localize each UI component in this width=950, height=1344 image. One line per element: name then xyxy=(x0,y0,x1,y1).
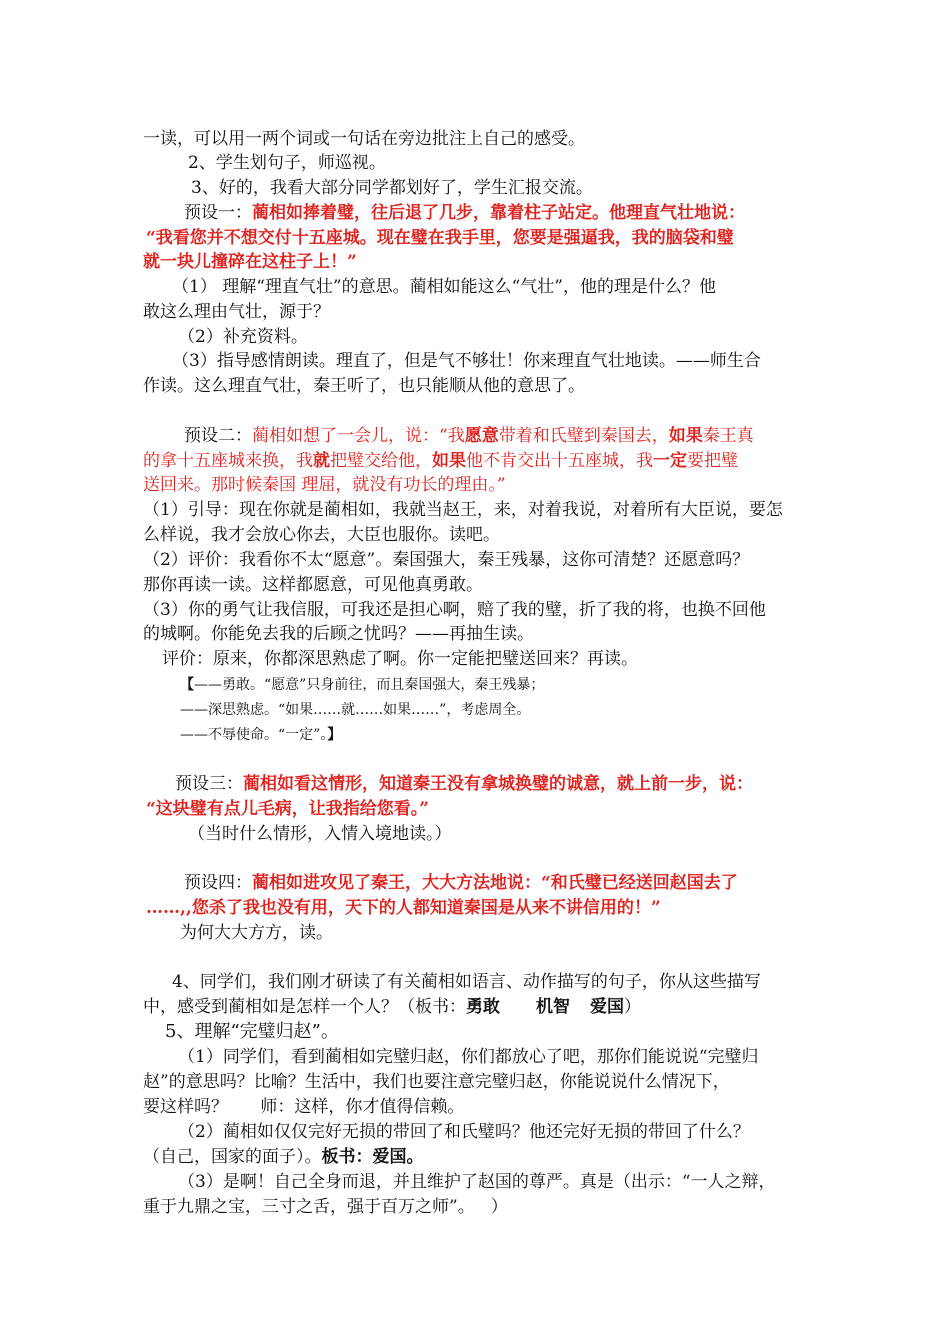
emphasis-word: 就 xyxy=(313,451,330,471)
preset-1-quote-line: 就一块儿撞碎在这柱子上！” xyxy=(143,252,357,272)
preset-2-quote: 蔺相如想了一会儿，说：“我 xyxy=(252,426,465,446)
emphasis-word: 如果 xyxy=(432,451,466,471)
open-bracket: 【 xyxy=(180,677,194,693)
preset-1-quote: 蔺相如捧着璧，往后退了几步，靠着柱子站定。他理直气壮地说： xyxy=(252,203,745,223)
text-line: 作读。这么理直气壮，秦王听了，也只能顺从他的意思了。 xyxy=(143,376,585,396)
summary-text: ——勇敢。“愿意”只身前往，而且秦国强大，秦王残暴； xyxy=(194,677,545,693)
preset-2-quote: 秦王真 xyxy=(702,426,754,446)
text-line: 的城啊。你能免去我的后顾之忧吗？——再抽生读。 xyxy=(143,624,534,644)
preset-2-line xyxy=(184,424,854,448)
text-line: 么样说，我才会放心你去，大臣也服你。读吧。 xyxy=(143,525,500,545)
preset-2-quote: 带着和氏璧到秦国去， xyxy=(498,426,669,446)
emphasis-word: 如果 xyxy=(668,426,703,446)
emphasis-word: 愿意 xyxy=(464,426,499,446)
preset-2-quote-line: 送回来。那时候秦国 理屈，就没有功长的理由。” xyxy=(143,475,506,495)
text-line: （2）评价：我看你不太“愿意”。秦国强大，秦王残暴，这你可清楚？还愿意吗？ xyxy=(143,550,750,570)
text-segment: （自己，国家的面子）。 xyxy=(143,1147,322,1167)
close-bracket: 】 xyxy=(327,727,342,743)
summary-line xyxy=(180,723,850,747)
text-line: （1） 理解“理直气壮”的意思。蔺相如能这么“气壮”，他的理是什么？他 xyxy=(172,277,716,297)
text-line: （1）同学们，看到蔺相如完璧归赵，你们都放心了吧，那你们能说说“完璧归 xyxy=(178,1047,759,1067)
step-4-text: ） xyxy=(624,997,641,1017)
preset-3-quote: 蔺相如看这情形，知道秦王没有拿城换璧的诚意，就上前一步，说： xyxy=(243,774,753,794)
text-line: （3）指导感情朗读。理直了，但是气不够壮！你来理直气壮地读。——师生合 xyxy=(172,351,761,371)
board-word-patriotic: 爱国 xyxy=(590,997,624,1017)
step-2-line: 2、学生划句子，师巡视。 xyxy=(188,153,386,173)
text-line: （当时什么情形，入情入境地读。） xyxy=(188,824,452,844)
preset-1-line xyxy=(184,201,854,225)
text-line: （1）引导：现在你就是蔺相如，我就当赵王，来，对着我说，对着所有大臣说，要怎 xyxy=(143,500,783,520)
preset-3-label: 预设三： xyxy=(175,774,243,794)
text-line xyxy=(143,1145,813,1169)
board-word-brave: 勇敢 xyxy=(466,997,500,1017)
text-line: 赵”的意思吗？比喻？生活中，我们也要注意完璧归赵，你能说说什么情况下， xyxy=(143,1072,730,1092)
preset-4-line xyxy=(184,871,854,895)
step-3-line: 3、好的，我看大部分同学都划好了，学生汇报交流。 xyxy=(191,178,593,198)
step-4-line xyxy=(143,995,813,1019)
text-line: （3）是啊！自己全身而退，并且维护了赵国的尊严。真是（出示：“一人之辩， xyxy=(178,1172,776,1192)
preset-1-quote-line: “我看您并不想交付十五座城。现在璧在我手里，您要是强逼我，我的脑袋和璧 xyxy=(146,228,734,248)
summary-text: ——不辱使命。“一定”。 xyxy=(180,727,328,743)
emphasis-word: 一定 xyxy=(653,451,687,471)
text-line: 评价：原来，你都深思熟虑了啊。你一定能把璧送回来？再读。 xyxy=(162,649,638,669)
preset-2-quote: 的拿十五座城来换，我 xyxy=(143,451,313,471)
text-line: 为何大大方方，读。 xyxy=(180,923,333,943)
preset-3-quote-line: “这块璧有点儿毛病，让我指给您看。” xyxy=(146,799,430,819)
preset-2-label: 预设二： xyxy=(184,426,252,446)
preset-2-quote: 要把璧 xyxy=(687,451,738,471)
summary-line: ——深思熟虑。“如果……就……如果……”，考虑周全。 xyxy=(180,702,531,718)
text-line: 敢这么理由气壮，源于？ xyxy=(143,302,330,322)
text-line: 那你再读一读。这样都愿意，可见他真勇敢。 xyxy=(143,575,483,595)
board-note: 板书：爱国。 xyxy=(321,1147,424,1167)
preset-3-line xyxy=(175,772,845,796)
step-4-text: 中，感受到蔺相如是怎样一个人？（板书： xyxy=(143,997,466,1017)
text-line: （3）你的勇气让我信服，可我还是担心啊，赔了我的璧，折了我的将，也换不回他 xyxy=(143,600,766,620)
step-4-line: 4、同学们，我们刚才研读了有关蔺相如语言、动作描写的句子，你从这些描写 xyxy=(172,972,761,992)
preset-4-quote: 蔺相如进攻见了秦王，大大方法地说：“和氏璧已经送回赵国去了 xyxy=(252,873,738,893)
summary-line xyxy=(180,673,850,697)
preset-4-label: 预设四： xyxy=(184,873,252,893)
preset-4-quote-line: ……,,您杀了我也没有用，天下的人都知道秦国是从来不讲信用的！” xyxy=(146,898,661,918)
text-line: 重于九鼎之宝，三寸之舌，强于百万之师”。 ） xyxy=(143,1197,508,1217)
text-line: （2）补充资料。 xyxy=(178,327,308,347)
board-word-clever: 机智 xyxy=(536,997,570,1017)
step-5-heading: 5、理解“完璧归赵”。 xyxy=(165,1021,339,1042)
preset-1-label: 预设一： xyxy=(184,203,252,223)
preset-2-quote: 把璧交给他， xyxy=(330,451,432,471)
preset-2-quote: 他不肯交出十五座城，我 xyxy=(466,451,653,471)
text-line: 要这样吗？ 师：这样，你才值得信赖。 xyxy=(143,1097,465,1117)
preset-2-quote-line xyxy=(143,449,813,473)
text-line: 一读，可以用一两个词或一句话在旁边批注上自己的感受。 xyxy=(143,129,585,149)
text-line: （2）蔺相如仅仅完好无损的带回了和氏璧吗？他还完好无损的带回了什么？ xyxy=(178,1122,750,1142)
